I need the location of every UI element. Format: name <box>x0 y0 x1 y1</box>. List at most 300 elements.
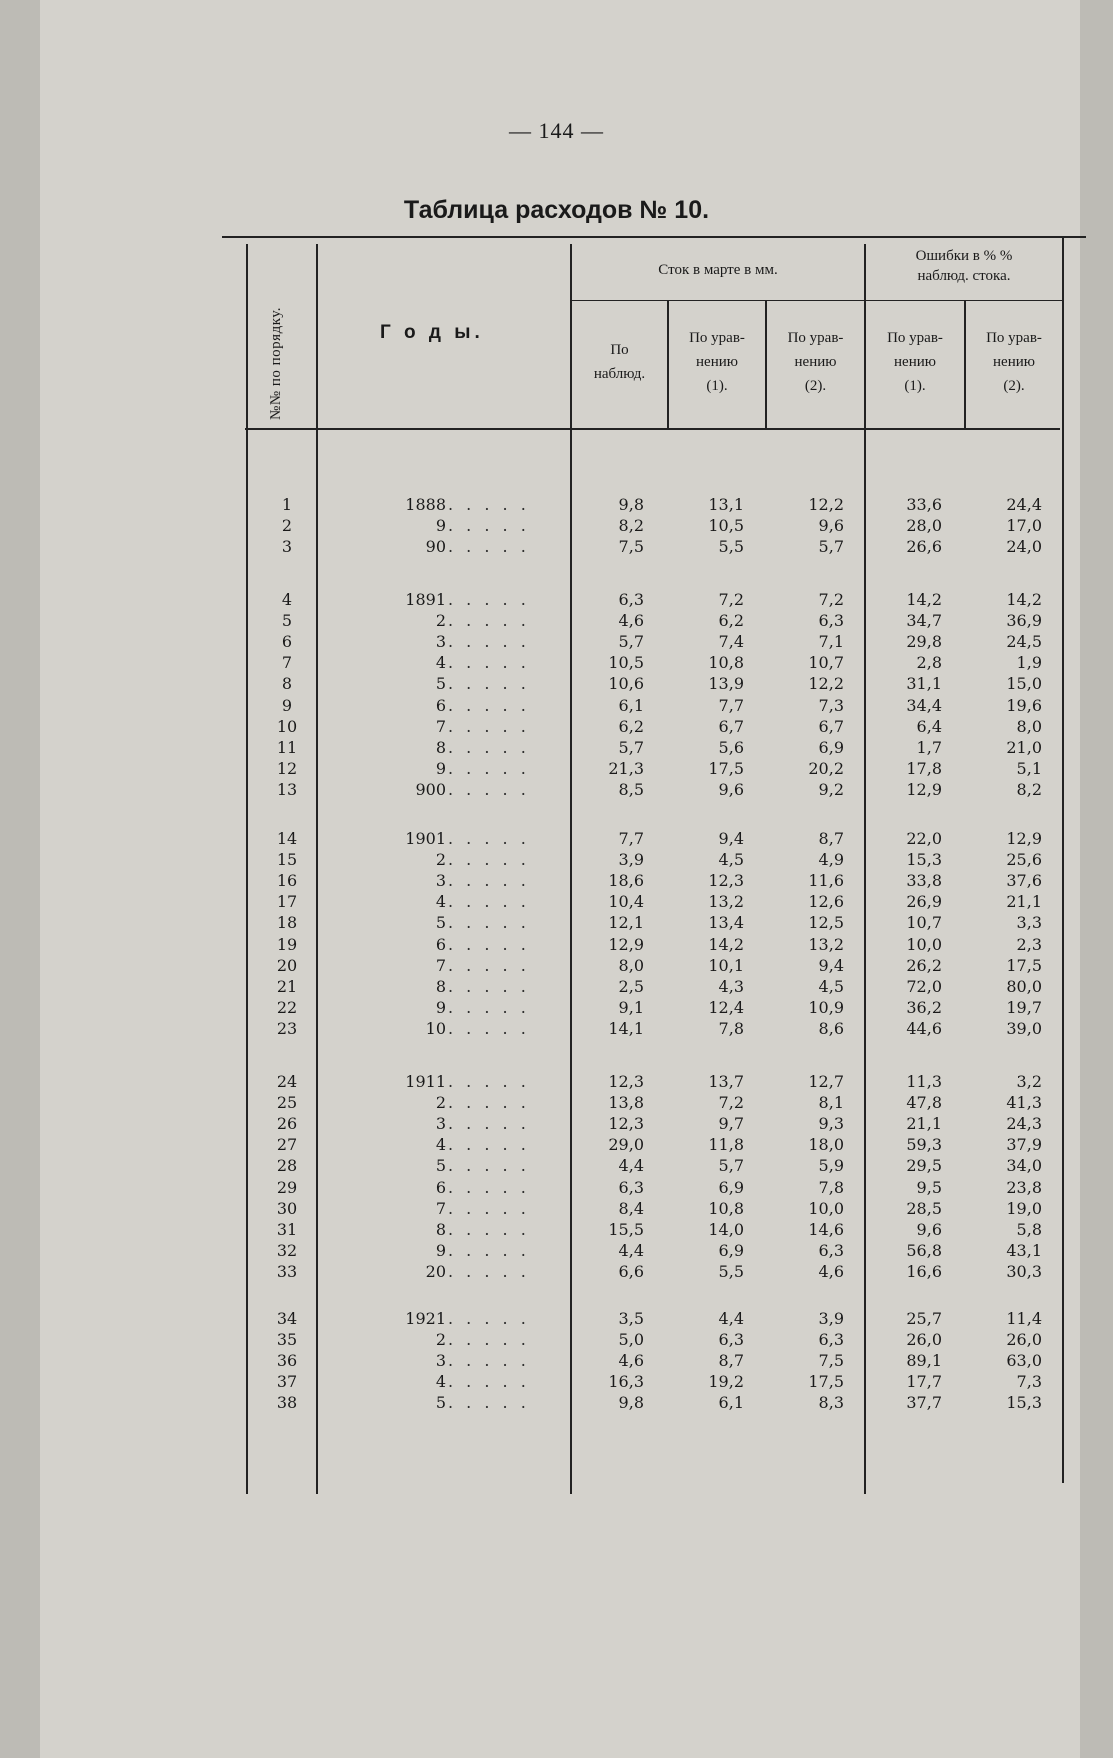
row-observed: 8,4 <box>618 1198 644 1218</box>
row-leader-dots: . . . . . <box>448 1177 530 1197</box>
row-number: 13 <box>276 779 298 799</box>
row-leader-dots: . . . . . <box>448 653 530 673</box>
row-number: 20 <box>276 955 298 975</box>
row-year: 7 <box>435 716 446 736</box>
row-number: 21 <box>276 976 298 996</box>
row-number: 30 <box>276 1198 298 1218</box>
row-year: 4 <box>435 1372 446 1392</box>
header-years: Г о д ы. <box>380 322 484 343</box>
row-observed: 9,8 <box>618 1393 644 1413</box>
row-number: 2 <box>281 516 293 536</box>
row-observed: 5,0 <box>618 1330 644 1350</box>
header-col-eq2-line2: нению <box>794 354 837 370</box>
row-number: 23 <box>276 1018 298 1038</box>
row-eq1: 6,9 <box>718 1240 744 1260</box>
header-col-observed <box>572 338 667 386</box>
row-eq1: 10,8 <box>708 1198 744 1218</box>
row-error2: 43,1 <box>1006 1240 1042 1260</box>
table-row <box>0 758 1113 780</box>
row-leader-dots: . . . . . <box>448 955 530 975</box>
row-eq1: 13,4 <box>708 913 744 933</box>
row-year: 5 <box>435 674 446 694</box>
row-eq2: 8,6 <box>818 1018 844 1038</box>
row-leader-dots: . . . . . <box>448 1309 530 1328</box>
row-error1: 2,8 <box>916 653 942 673</box>
table-row <box>0 716 1113 738</box>
row-observed: 18,6 <box>608 871 644 891</box>
row-number: 5 <box>281 611 293 631</box>
table-row <box>0 610 1113 632</box>
row-eq1: 9,4 <box>718 829 744 848</box>
row-error1: 1,7 <box>916 737 942 757</box>
row-eq2: 20,2 <box>808 758 844 778</box>
row-observed: 4,4 <box>618 1156 644 1176</box>
row-year: 9 <box>435 1240 446 1260</box>
row-error2: 8,2 <box>1016 779 1042 799</box>
row-error2: 15,3 <box>1006 1393 1042 1413</box>
row-number: 15 <box>276 850 298 870</box>
row-eq2: 6,3 <box>818 1240 844 1260</box>
row-eq1: 7,8 <box>718 1018 744 1038</box>
row-observed: 4,6 <box>618 1351 644 1371</box>
header-col-eq2-line1: По урав- <box>787 330 844 346</box>
row-year: 20 <box>425 1261 446 1281</box>
row-number: 3 <box>281 537 293 557</box>
row-observed: 12,9 <box>608 934 644 954</box>
row-error2: 34,0 <box>1006 1156 1042 1176</box>
row-observed: 3,9 <box>618 850 644 870</box>
table-row <box>0 673 1113 695</box>
row-eq1: 6,2 <box>718 611 744 631</box>
table-row <box>0 494 1113 516</box>
row-eq2: 17,5 <box>808 1372 844 1392</box>
row-observed: 10,6 <box>608 674 644 694</box>
row-error1: 29,8 <box>906 632 942 652</box>
row-eq2: 4,9 <box>818 850 844 870</box>
row-error2: 24,3 <box>1006 1114 1042 1134</box>
row-eq2: 6,7 <box>818 716 844 736</box>
row-leader-dots: . . . . . <box>448 1240 530 1260</box>
row-eq2: 8,7 <box>818 829 844 848</box>
row-observed: 9,1 <box>618 997 644 1017</box>
row-leader-dots: . . . . . <box>448 516 530 536</box>
row-eq1: 14,2 <box>708 934 744 954</box>
table-row <box>0 1308 1113 1330</box>
row-year: 7 <box>435 1198 446 1218</box>
row-leader-dots: . . . . . <box>448 892 530 912</box>
row-number: 19 <box>276 934 298 954</box>
row-error1: 59,3 <box>906 1135 942 1155</box>
row-error1: 37,7 <box>906 1393 942 1413</box>
row-number: 1 <box>281 495 293 514</box>
row-eq2: 5,7 <box>818 537 844 557</box>
row-error1: 12,9 <box>906 779 942 799</box>
row-error1: 22,0 <box>906 829 942 848</box>
row-leader-dots: . . . . . <box>448 1114 530 1134</box>
row-observed: 10,4 <box>608 892 644 912</box>
row-error2: 36,9 <box>1006 611 1042 631</box>
row-error1: 89,1 <box>906 1351 942 1371</box>
row-error2: 5,8 <box>1016 1219 1042 1239</box>
row-year: 4 <box>435 892 446 912</box>
row-observed: 10,5 <box>608 653 644 673</box>
row-eq2: 7,5 <box>818 1351 844 1371</box>
row-error2: 17,5 <box>1006 955 1042 975</box>
row-error2: 37,9 <box>1006 1135 1042 1155</box>
table-row <box>0 1219 1113 1241</box>
row-year: 90 <box>425 537 446 557</box>
row-eq1: 6,3 <box>718 1330 744 1350</box>
row-eq1: 13,9 <box>708 674 744 694</box>
row-eq2: 12,2 <box>808 674 844 694</box>
row-observed: 2,5 <box>618 976 644 996</box>
table-row <box>0 976 1113 998</box>
row-eq1: 7,7 <box>718 695 744 715</box>
row-observed: 8,5 <box>618 779 644 799</box>
header-col-err2-line1: По урав- <box>986 330 1042 346</box>
header-col-eq1-line2: нению <box>696 354 738 370</box>
header-col-observed-line1: По <box>610 342 629 358</box>
row-observed: 12,3 <box>608 1114 644 1134</box>
row-year: 1891 <box>405 590 446 609</box>
row-error1: 72,0 <box>906 976 942 996</box>
row-error1: 44,6 <box>906 1018 942 1038</box>
table-row <box>0 1329 1113 1351</box>
row-error1: 17,8 <box>906 758 942 778</box>
row-leader-dots: . . . . . <box>448 871 530 891</box>
row-error2: 14,2 <box>1006 590 1042 609</box>
row-error1: 34,7 <box>906 611 942 631</box>
row-number: 10 <box>276 716 298 736</box>
row-error1: 10,0 <box>906 934 942 954</box>
row-eq2: 7,8 <box>818 1177 844 1197</box>
row-year: 6 <box>435 695 446 715</box>
row-observed: 6,1 <box>618 695 644 715</box>
row-number: 9 <box>281 695 293 715</box>
row-error2: 41,3 <box>1006 1093 1042 1113</box>
table-row <box>0 1018 1113 1040</box>
row-error1: 14,2 <box>906 590 942 609</box>
row-leader-dots: . . . . . <box>448 1261 530 1281</box>
header-col-eq1 <box>669 326 765 398</box>
row-year: 7 <box>435 955 446 975</box>
row-eq1: 9,7 <box>718 1114 744 1134</box>
row-error1: 31,1 <box>906 674 942 694</box>
row-error1: 47,8 <box>906 1093 942 1113</box>
row-year: 1888 <box>405 495 446 514</box>
row-year: 9 <box>435 997 446 1017</box>
row-leader-dots: . . . . . <box>448 590 530 609</box>
row-year: 3 <box>435 632 446 652</box>
row-year: 4 <box>435 1135 446 1155</box>
row-leader-dots: . . . . . <box>448 779 530 799</box>
row-leader-dots: . . . . . <box>448 611 530 631</box>
row-number: 33 <box>276 1261 298 1281</box>
row-observed: 4,6 <box>618 611 644 631</box>
row-leader-dots: . . . . . <box>448 716 530 736</box>
table-row <box>0 1134 1113 1156</box>
row-leader-dots: . . . . . <box>448 1135 530 1155</box>
row-error1: 33,6 <box>906 495 942 514</box>
table-row <box>0 934 1113 956</box>
row-observed: 29,0 <box>608 1135 644 1155</box>
row-eq1: 5,5 <box>718 537 744 557</box>
row-number: 16 <box>276 871 298 891</box>
row-eq1: 9,6 <box>718 779 744 799</box>
row-year: 9 <box>435 516 446 536</box>
row-year: 1911 <box>405 1072 446 1091</box>
row-observed: 8,0 <box>618 955 644 975</box>
row-error1: 15,3 <box>906 850 942 870</box>
row-error2: 11,4 <box>1006 1309 1042 1328</box>
row-error2: 26,0 <box>1006 1330 1042 1350</box>
row-error2: 80,0 <box>1006 976 1042 996</box>
row-error1: 9,5 <box>916 1177 942 1197</box>
row-number: 36 <box>276 1351 298 1371</box>
row-year: 5 <box>435 1393 446 1413</box>
row-error1: 56,8 <box>906 1240 942 1260</box>
row-number: 18 <box>276 913 298 933</box>
row-year: 2 <box>435 1330 446 1350</box>
row-year: 1921 <box>405 1309 446 1328</box>
row-eq2: 5,9 <box>818 1156 844 1176</box>
row-leader-dots: . . . . . <box>448 850 530 870</box>
row-observed: 9,8 <box>618 495 644 514</box>
row-leader-dots: . . . . . <box>448 1156 530 1176</box>
row-observed: 6,6 <box>618 1261 644 1281</box>
row-eq2: 12,5 <box>808 913 844 933</box>
row-eq2: 10,9 <box>808 997 844 1017</box>
table-row <box>0 779 1113 801</box>
row-leader-dots: . . . . . <box>448 758 530 778</box>
row-error1: 25,7 <box>906 1309 942 1328</box>
header-flow-group <box>572 258 864 282</box>
table-top-rule <box>222 236 1086 238</box>
row-error2: 63,0 <box>1006 1351 1042 1371</box>
table-row <box>0 1177 1113 1199</box>
header-col-eq2 <box>767 326 864 398</box>
row-eq2: 6,9 <box>818 737 844 757</box>
row-eq2: 10,0 <box>808 1198 844 1218</box>
row-eq1: 7,2 <box>718 590 744 609</box>
header-errors-group <box>866 246 1062 286</box>
row-eq2: 9,6 <box>818 516 844 536</box>
row-leader-dots: . . . . . <box>448 934 530 954</box>
row-number: 7 <box>281 653 293 673</box>
table-row <box>0 1261 1113 1283</box>
row-error2: 8,0 <box>1016 716 1042 736</box>
row-observed: 12,1 <box>608 913 644 933</box>
table-row <box>0 1392 1113 1414</box>
header-errors-line1: Ошибки в % % <box>915 248 1013 264</box>
row-error2: 15,0 <box>1006 674 1042 694</box>
row-observed: 15,5 <box>608 1219 644 1239</box>
row-error2: 19,0 <box>1006 1198 1042 1218</box>
row-error1: 34,4 <box>906 695 942 715</box>
table-row <box>0 652 1113 674</box>
row-year: 900 <box>415 779 446 799</box>
header-col-eq1-line3: (1). <box>706 378 728 394</box>
table-row <box>0 1071 1113 1093</box>
row-error1: 33,8 <box>906 871 942 891</box>
row-number: 38 <box>276 1393 298 1413</box>
row-eq1: 4,5 <box>718 850 744 870</box>
row-leader-dots: . . . . . <box>448 913 530 933</box>
row-leader-dots: . . . . . <box>448 1072 530 1091</box>
row-eq1: 10,1 <box>708 955 744 975</box>
row-eq1: 19,2 <box>708 1372 744 1392</box>
table-row <box>0 1113 1113 1135</box>
header-col-eq1-line1: По урав- <box>689 330 745 346</box>
row-eq1: 14,0 <box>708 1219 744 1239</box>
header-flow-group-label: Сток в марте в мм. <box>658 262 778 278</box>
row-leader-dots: . . . . . <box>448 495 530 514</box>
header-col-err1-line3: (1). <box>904 378 926 394</box>
row-error2: 24,4 <box>1006 495 1042 514</box>
row-eq1: 13,2 <box>708 892 744 912</box>
row-eq1: 5,6 <box>718 737 744 757</box>
row-eq1: 7,2 <box>718 1093 744 1113</box>
row-number: 17 <box>276 892 298 912</box>
header-col-err1-line1: По урав- <box>887 330 943 346</box>
row-number: 35 <box>276 1330 298 1350</box>
row-error2: 17,0 <box>1006 516 1042 536</box>
row-number: 27 <box>276 1135 298 1155</box>
row-observed: 6,2 <box>618 716 644 736</box>
table-row <box>0 1240 1113 1262</box>
row-leader-dots: . . . . . <box>448 997 530 1017</box>
row-eq1: 10,8 <box>708 653 744 673</box>
row-eq1: 12,4 <box>708 997 744 1017</box>
row-eq1: 6,7 <box>718 716 744 736</box>
row-eq1: 13,7 <box>708 1072 744 1091</box>
row-error2: 30,3 <box>1006 1261 1042 1281</box>
table-row <box>0 997 1113 1019</box>
row-year: 4 <box>435 653 446 673</box>
row-error1: 17,7 <box>906 1372 942 1392</box>
header-number-label: №№ по порядку. <box>268 306 284 420</box>
row-error2: 19,7 <box>1006 997 1042 1017</box>
row-leader-dots: . . . . . <box>448 537 530 557</box>
row-error2: 21,1 <box>1006 892 1042 912</box>
table-row <box>0 849 1113 871</box>
row-number: 8 <box>281 674 293 694</box>
row-number: 14 <box>276 829 298 848</box>
row-eq2: 8,3 <box>818 1393 844 1413</box>
table-row <box>0 912 1113 934</box>
header-col-err1-line2: нению <box>894 354 936 370</box>
table-row <box>0 737 1113 759</box>
table-title: Таблица расходов № 10. <box>403 196 710 224</box>
row-number: 12 <box>276 758 298 778</box>
header-col-err2 <box>966 326 1062 398</box>
row-eq1: 5,5 <box>718 1261 744 1281</box>
row-error1: 16,6 <box>906 1261 942 1281</box>
row-year: 9 <box>435 758 446 778</box>
row-number: 26 <box>276 1114 298 1134</box>
row-error1: 9,6 <box>916 1219 942 1239</box>
row-observed: 16,3 <box>608 1372 644 1392</box>
table-row <box>0 870 1113 892</box>
row-number: 22 <box>276 997 298 1017</box>
row-year: 1901 <box>405 829 446 848</box>
row-year: 6 <box>435 934 446 954</box>
row-eq1: 13,1 <box>708 495 744 514</box>
row-leader-dots: . . . . . <box>448 1219 530 1239</box>
row-eq1: 12,3 <box>708 871 744 891</box>
row-eq1: 4,4 <box>718 1309 744 1328</box>
row-eq1: 11,8 <box>708 1135 744 1155</box>
row-eq1: 10,5 <box>708 516 744 536</box>
row-error2: 39,0 <box>1006 1018 1042 1038</box>
row-leader-dots: . . . . . <box>448 1018 530 1038</box>
row-error2: 5,1 <box>1016 758 1042 778</box>
header-col-eq2-line3: (2). <box>804 378 827 394</box>
row-year: 8 <box>435 976 446 996</box>
row-error2: 21,0 <box>1006 737 1042 757</box>
table-row <box>0 515 1113 537</box>
row-eq2: 7,3 <box>818 695 844 715</box>
row-leader-dots: . . . . . <box>448 695 530 715</box>
row-leader-dots: . . . . . <box>448 1330 530 1350</box>
row-year: 8 <box>435 737 446 757</box>
row-eq2: 8,1 <box>818 1093 844 1113</box>
row-year: 2 <box>435 1093 446 1113</box>
group-header-rule <box>866 300 1062 301</box>
row-error1: 10,7 <box>906 913 942 933</box>
row-eq2: 4,5 <box>818 976 844 996</box>
row-number: 37 <box>276 1372 298 1392</box>
row-error1: 28,5 <box>906 1198 942 1218</box>
group-header-rule <box>572 300 864 301</box>
row-number: 32 <box>276 1240 298 1260</box>
row-error2: 25,6 <box>1006 850 1042 870</box>
row-leader-dots: . . . . . <box>448 1351 530 1371</box>
row-error1: 29,5 <box>906 1156 942 1176</box>
table-row <box>0 955 1113 977</box>
row-number: 25 <box>276 1093 298 1113</box>
table-row <box>0 1371 1113 1393</box>
page-number: — 144 — <box>509 118 604 143</box>
row-eq2: 7,1 <box>818 632 844 652</box>
table-row <box>0 1092 1113 1114</box>
table-row <box>0 589 1113 611</box>
row-error1: 21,1 <box>906 1114 942 1134</box>
row-year: 3 <box>435 1351 446 1371</box>
table-row <box>0 828 1113 850</box>
table-row <box>0 1198 1113 1220</box>
row-leader-dots: . . . . . <box>448 737 530 757</box>
row-error2: 12,9 <box>1006 829 1042 848</box>
row-error1: 11,3 <box>906 1072 942 1091</box>
row-eq1: 17,5 <box>708 758 744 778</box>
row-error1: 36,2 <box>906 997 942 1017</box>
row-observed: 12,3 <box>608 1072 644 1091</box>
row-year: 8 <box>435 1219 446 1239</box>
row-error2: 23,8 <box>1006 1177 1042 1197</box>
row-observed: 8,2 <box>618 516 644 536</box>
row-year: 6 <box>435 1177 446 1197</box>
header-col-err2-line2: нению <box>993 354 1035 370</box>
row-eq1: 6,1 <box>718 1393 744 1413</box>
row-observed: 6,3 <box>618 1177 644 1197</box>
row-year: 5 <box>435 1156 446 1176</box>
row-eq2: 18,0 <box>808 1135 844 1155</box>
row-number: 24 <box>276 1072 298 1091</box>
row-eq2: 13,2 <box>808 934 844 954</box>
row-eq2: 7,2 <box>818 590 844 609</box>
row-eq2: 11,6 <box>808 871 844 891</box>
